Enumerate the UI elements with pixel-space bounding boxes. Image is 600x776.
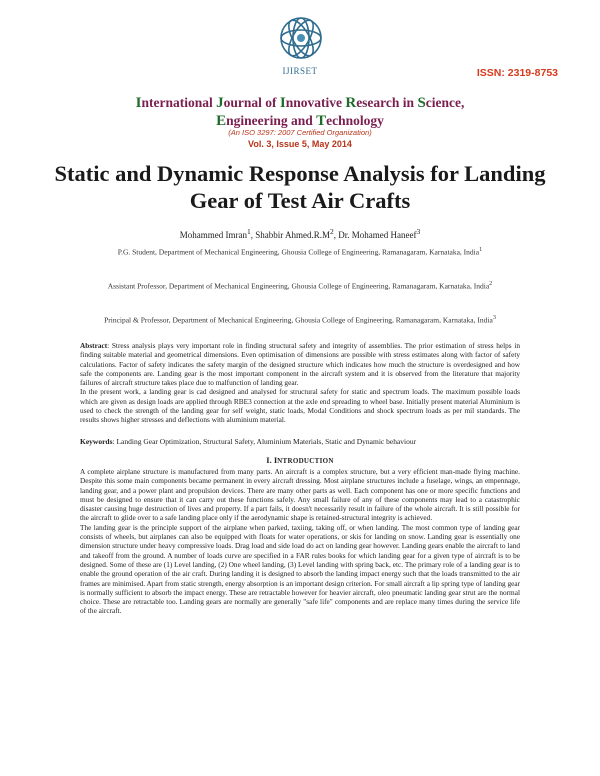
paper-title: Static and Dynamic Response Analysis for Landing Gear of Test Air Crafts — [54, 161, 546, 213]
author-name: Dr. Mohamed Haneef — [338, 230, 417, 240]
introduction-body — [80, 467, 520, 616]
abstract-text-1: : Stress analysis plays very important role in finding structural safety and integrity of assemblies. The prior estimation of stress helps in finding suitable material and geometrical dimensions. Even optimisation of dimensions are possible with stress estimates along with factor of safety calculations. Factor of safety indicates the safety margin of the designed structure which indicates how much the structure is overdesigned and how safe the components are. Landing gear is the most important component in the aircraft system and it is observed from the literature that majority failures of aircraft structure takes place due to malfunction of landing gear. — [80, 341, 520, 388]
abstract — [80, 341, 520, 425]
journal-word: nternational — [141, 95, 217, 110]
affiliation-text: Principal & Professor, Department of Mechanical Engineering, Ghousia College of Engineering, Ramanagaram, Karnataka, India — [104, 315, 493, 325]
journal-word: ngineering and — [226, 113, 317, 128]
logo-text: IJIRSET — [282, 66, 318, 76]
affiliation-sup: 3 — [492, 314, 496, 321]
affiliation-sup: 2 — [489, 280, 493, 287]
journal-cap: I — [135, 95, 142, 111]
abstract-p1 — [80, 341, 520, 387]
section-title-rest: NTRODUCTION — [277, 457, 334, 465]
journal-cap: R — [345, 95, 357, 111]
issn-number: ISSN: 2319-8753 — [476, 67, 558, 79]
abstract-p2: In the present work, a landing gear is cad designed and analysed for structural safety for static and spectrum loads. The maximum possible loads which are given as design loads are applied through RBE3 connection at the axle end spreading to wheel base. Initially present material Aluminium is used to check the strength of the landing gear for self weight, static loads, Modal Conditions and shock spectrum loads as per mil standards. The results shows higher stresses and deflections with aluminium material. — [80, 387, 520, 425]
journal-cap: S — [417, 95, 426, 111]
abstract-label: Abstract — [80, 341, 108, 350]
journal-cap: J — [216, 95, 224, 111]
journal-title — [60, 94, 540, 130]
section-initial: I — [273, 455, 278, 465]
author-list: Mohammed Imran$^1$, Shabbir $Ahmed.R.M^2$, Dr. Mohamed Haneef$^3$ — [179, 227, 421, 240]
intro-paragraph: A complete airplane structure is manufactured from many parts. An aircraft is a complex structure, but a very efficient man-made flying machine. Despite this some main components became permanent in every aircraft dressing. Most airplane structures include a fuselage, wings, an empennage, landing gear, and a power plant and propulsion devices. There are many other parts as well. Each component has one or more specific functions and must be designed to ensure that it can carry out these functions safely. Any small failure of any of these components may lead to a catastrophic disaster causing huge destruction of lives and property. If a part fails, it doesn't necessarily result in failure of the whole aircraft. It is still possible for the aircraft to glide over to a safe landing place only if the aerodynamic shape is retained-structural integrity is achieved. — [80, 467, 520, 523]
affiliation-1 — [80, 240, 520, 263]
affiliation-3 — [80, 308, 520, 331]
keywords — [80, 437, 520, 446]
journal-cap: T — [316, 113, 327, 129]
author-sup: 2 — [330, 227, 334, 236]
affiliation-2 — [80, 274, 520, 297]
journal-word: cience, — [425, 95, 465, 110]
affiliation-text: Assistant Professor, Department of Mechanical Engineering, Ghousia College of Engineering, Ramanagaram, Karnataka, India — [107, 281, 490, 291]
author-sup: 3 — [416, 227, 421, 236]
author-name: Mohammed Imran — [179, 230, 247, 240]
section-number: I. — [266, 455, 272, 465]
journal-word: nnovative — [285, 95, 346, 110]
journal-word: echnology — [326, 113, 384, 128]
author-sup: 1 — [246, 227, 251, 236]
journal-word: ournal of — [223, 95, 280, 110]
affiliation-text: P.G. Student, Department of Mechanical Engineering, Ghousia College of Engineering, Ramanagaram, Karnataka, India — [117, 247, 480, 257]
keywords-text: : Landing Gear Optimization, Structural Safety, Aluminium Materials, Static and Dynamic behaviour — [112, 437, 417, 446]
journal-word: esearch in — [356, 95, 418, 110]
keywords-label: Keywords — [80, 437, 113, 446]
intro-paragraph: The landing gear is the principle support of the airplane when parked, taxiing, taking off, or when landing. The most common type of landing gear consists of wheels, but airplanes can also be equipped with floats for water operations, or skis for landing on snow. Landing gear is essentially one dimension structure under heavy compressive loads. Drag load and side load do act on landing gear however. Landing gears enable the aircraft to land and takeoff from the ground. A number of loads curve are specified in a FAR rules books for which landing gear for a given type of aircraft is to be designed. Some of these are (1) Level landing, (2) One wheel landing, (3) Level landing with spring back, etc. The primary role of a landing gear is to enable the ground operation of the air craft. During landing it is designed to absorb the landing impact energy such that the loads transmitted to the air frames are minimised. Apart from static strength, energy absorption is an important design criterion. For small aircraft a lip spring type of landing gear is normally sufficient to absorb the impact energy. These are retractable however for heavier aircraft, oleo pneumatic landing gear strut are the normal choice. These are retractable too. Landing gears are normally are generally "safe life" components and are replace many times during the service life of the aircraft. — [80, 522, 520, 616]
ijirset-logo — [272, 12, 330, 64]
journal-cap: E — [216, 113, 227, 129]
section-heading-introduction — [0, 455, 600, 465]
affiliation-sup: 1 — [479, 246, 483, 253]
iso-certification: (An ISO 3297: 2007 Certified Organization) — [228, 128, 372, 137]
volume-issue: Vol. 3, Issue 5, May 2014 — [248, 139, 352, 149]
journal-cap: I — [279, 95, 286, 111]
author-name: Shabbir Ahmed.R.M — [255, 230, 330, 240]
